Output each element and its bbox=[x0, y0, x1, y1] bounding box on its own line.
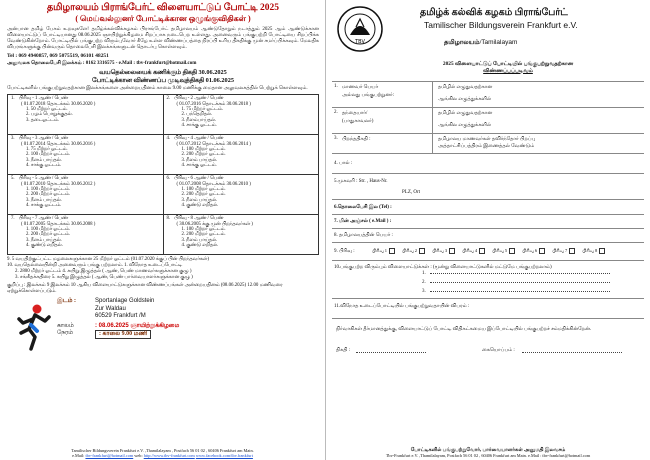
division-dates: ( 01.07.2005 தொடக்கம் 30.06.2008 ) bbox=[21, 221, 96, 227]
division-event: 3. நீளம்பாய்தல். bbox=[181, 117, 217, 123]
field-phone[interactable]: 6.தொலைபேசி இல (Tel) : bbox=[332, 200, 644, 215]
row-hint-2: ஆங்கில எழுத்துக்களில் bbox=[438, 123, 492, 128]
left-footer bbox=[0, 448, 325, 458]
division-event: 3. நீளம் பாய்தல். bbox=[26, 157, 62, 163]
free-entry-note: போட்டிகளில் பங்குபற்றுவோர், பார்வையாளர்கள் அனுமதி இலவசம் bbox=[410, 447, 566, 453]
division-checkbox[interactable] bbox=[582, 248, 605, 254]
extra-notes bbox=[7, 257, 319, 295]
note-important: குறிப்பு : இலக்கம் 9 இலக்கம் 10 ஆகிய விளையாட்டுகளுக்கான விண்ணப்பங்கள் அன்றையதினம் (08.06.2025) 12.00 மணிவரை ஏற்றுக்கொள்ளப்படும். bbox=[7, 283, 283, 295]
division-checkbox-label: பிரிவு 2 bbox=[402, 248, 418, 254]
event-choice-number: 3. bbox=[422, 289, 426, 294]
division-dates: ( 01.07.2012 தொடக்கம் 30.06.2014 ) bbox=[176, 141, 251, 147]
division-dates: ( 01.07.2018 தொடக்கம் 30.06.2020 ) bbox=[21, 101, 96, 107]
field-events: 10.பங்குபற்ற விரும்பும் விளையாட்டுக்கள் : (மூன்று விளையாட்டுகளில் மட்டுமே பங்குபற்றலாம்) 1. 2. 3. bbox=[332, 261, 644, 299]
date-field[interactable] bbox=[356, 347, 426, 353]
division-event: 1. 75 மீற்றர் ஓட்டம். bbox=[181, 106, 224, 112]
event-choice-number: 2. bbox=[422, 280, 426, 285]
division-event: 4. சாக்கு ஓட்டம். bbox=[181, 162, 217, 168]
signature-field[interactable] bbox=[522, 347, 622, 353]
division-number: 3. bbox=[11, 136, 15, 142]
division-checkbox[interactable] bbox=[402, 248, 425, 254]
footer-mail-link[interactable]: tbv-frankfurt@hotmail.com bbox=[85, 452, 134, 458]
division-dates: ( 01.07.2016 தொடக்கம் 30.06.2018 ) bbox=[176, 101, 251, 107]
division-event: 1. 75 மீற்றர் ஓட்டம். bbox=[26, 146, 68, 152]
division-number: 6. bbox=[166, 176, 171, 182]
division-cell bbox=[164, 175, 320, 215]
division-event: 3. நீளம் பாய்தல். bbox=[26, 237, 62, 243]
note-10a: 2. 2800 மீற்றர் ஓட்டம் 4. கயிறு இழுத்தல் ( ஆண், பெண் மாணவர்களுக்கான குழு ) bbox=[15, 269, 192, 275]
row-sublabel: அல்லது பங்குபற்றுனர்: bbox=[342, 93, 395, 98]
rules-subtitle: ( மெய்வல்லுனர் போட்டிக்கான ஒழுங்குவிதிகள் ) bbox=[75, 14, 251, 23]
division-event: 3. தடைஓட்டம். bbox=[26, 117, 59, 123]
org-name-tamil: தமிழ்க் கல்விக் கழகம் பிராங்பேர்ட் bbox=[420, 8, 568, 18]
division-name: பிரிவு - 2 ஆண் / பெண் bbox=[174, 96, 224, 102]
row-hint-2: ஆங்கில எழுத்துக்களில் bbox=[438, 97, 492, 102]
form-row[interactable] bbox=[332, 82, 644, 108]
division-checkbox-label: பிரிவு 3 bbox=[432, 248, 448, 254]
notice-text: போட்டிகளில் பங்குபற்றுவதற்கான இலக்கங்களை அன்றையதினம் காலை 9.00 மணிக்கு மைதான அலுவலகத்தில் பெற்றுக் கொள்ளவும். bbox=[7, 86, 308, 92]
event-choice-line[interactable] bbox=[422, 289, 622, 298]
note-10b: 3. சங்கீதக்கதிரை 5. கயிறு இழுத்தல் ( ஆண், பெண் பார்வையாளர்களுக்கான குழு ) bbox=[15, 275, 193, 281]
venue-details bbox=[57, 298, 179, 339]
footer-web-link[interactable]: http://www.tbv-frankfurt.com bbox=[143, 452, 195, 458]
organisation-logo-icon bbox=[336, 5, 384, 53]
event-choice-line[interactable] bbox=[422, 280, 622, 289]
form-header bbox=[332, 3, 644, 61]
division-event: 3. நீளம் பாய்தல். bbox=[181, 197, 218, 203]
division-event: 3. நீளம் பாய்தல். bbox=[181, 237, 218, 243]
division-checkbox[interactable] bbox=[552, 248, 575, 254]
field-email[interactable]: 7. மின் அஞ்சல் ( e.Mail ) : bbox=[332, 215, 644, 229]
form-page bbox=[326, 0, 650, 460]
signature-label: கையொப்பம் : bbox=[482, 348, 515, 353]
field-address[interactable]: 5.முகவரி : Str. , Haus-Nr. PLZ, Ort bbox=[332, 174, 644, 200]
division-event: 2. 200 மீற்றர் ஓட்டம். bbox=[181, 232, 226, 238]
division-event: 2. 200 மீற்றர் ஓட்டம். bbox=[181, 152, 226, 158]
division-event: 1. 50 மீற்றர் ஓட்டம். bbox=[26, 106, 68, 112]
form-row[interactable] bbox=[332, 134, 644, 154]
division-cell bbox=[164, 215, 320, 255]
row-number: 2. bbox=[334, 110, 338, 115]
field-division: 9. பிரிவு : பிரிவு 1 பிரிவு 2 பிரிவு 3 பிரிவு 4 பிரிவு 5 பிரிவு 6 பிரிவு 7 பிரிவு 8 bbox=[332, 243, 644, 261]
office-contact: அலுவலக தொலைபேசி இலக்கம் : 0162 3316575 - e.Mail : tbv-frankfurt@hotmail.com bbox=[7, 61, 197, 67]
division-checkbox-label: பிரிவு 5 bbox=[492, 248, 508, 254]
division-checkbox[interactable] bbox=[462, 248, 485, 254]
division-cell bbox=[8, 135, 164, 175]
venue-line-1: Sportanlage Goldstein bbox=[95, 298, 155, 305]
division-event: 4. சாக்கு ஓட்டம். bbox=[26, 162, 62, 168]
date-label: திகதி : bbox=[336, 348, 351, 353]
footer-mail-label: e.Mail: bbox=[72, 452, 85, 458]
division-number: 2. bbox=[166, 96, 171, 102]
division-name: பிரிவு - 3 ஆண் / பெண் bbox=[18, 136, 68, 142]
event-date-label: காலம் bbox=[57, 322, 74, 329]
division-cell bbox=[8, 175, 164, 215]
org-name-german: Tamilischer Bildungsverein Frankfurt e.V. bbox=[424, 20, 578, 30]
division-event: 4. குண்டு எறிதல். bbox=[181, 242, 219, 248]
form-title-line-2: விண்ணப்பப்படிவம் bbox=[483, 67, 533, 74]
division-name: பிரிவு - 5 ஆண் / பெண் bbox=[18, 176, 68, 182]
note-10: 10. வயதெல்லையின்றி அனைவரும் பங்கு பற்றலாம். 1. விநோத உடைப்போட்டி bbox=[7, 263, 183, 269]
division-event: 2. பழம் பொறுக்குதல். bbox=[26, 112, 73, 118]
division-event: 3. நீளம் பாய்தல். bbox=[26, 197, 62, 203]
right-footer bbox=[326, 448, 650, 458]
division-dates: ( 30.06.2005 க்கு முன் பிறந்தவர்கள் ) bbox=[176, 221, 253, 227]
division-event: 2. 200 மீற்றர் ஓட்டம். bbox=[26, 192, 71, 198]
division-checkbox-label: பிரிவு 1 bbox=[372, 248, 388, 254]
row-hint-1: தமிழில் எழுதுவதற்கான bbox=[438, 85, 493, 90]
division-event: 2. 100 மீற்றர் ஓட்டம். bbox=[26, 152, 71, 158]
event-choice-line[interactable] bbox=[422, 271, 622, 280]
division-number: 8. bbox=[166, 216, 171, 222]
form-title bbox=[372, 61, 644, 74]
division-event: 1. 100 மீற்றர் ஓட்டம். bbox=[26, 226, 71, 232]
division-checkbox-label: பிரிவு 8 bbox=[582, 248, 598, 254]
division-name: பிரிவு - 8 ஆண் / பெண் bbox=[174, 216, 224, 222]
footer-address: Tamilischer Bildungsverein Frankfurt e.V. ,Thamilalayam , Postfach 56 01 02 , 60406 Frankfurt am Main. bbox=[71, 447, 254, 453]
division-event: 1. 100 மீற்றர் ஓட்டம். bbox=[181, 186, 226, 192]
row-sublabel: (பாதுகாவலர்) bbox=[342, 119, 374, 124]
school-name: தமிழாலயம்/Tamilalayam bbox=[444, 39, 518, 46]
division-number: 7. bbox=[11, 216, 15, 222]
division-name: பிரிவு - 6 ஆண் / பெண் bbox=[174, 176, 224, 182]
division-name: பிரிவு - 4 ஆண் / பெண் bbox=[174, 136, 224, 142]
logo-text: TBV bbox=[355, 39, 365, 45]
declaration-text: நிர்வாகிகள் தீர்மானத்துக்கு, விளையாட்டுப் போட்டி விதிகட்கமைய இப்போட்டியில் பங்குபற்றச் சம்மதிக்கின்றேன். bbox=[336, 327, 592, 332]
division-cell bbox=[8, 95, 164, 135]
division-event: 4. சாக்கு ஓட்டம். bbox=[26, 202, 62, 208]
row-number: 3. bbox=[334, 136, 338, 141]
division-event: 4. சாக்கு ஓட்டம். bbox=[181, 122, 217, 128]
venue-block bbox=[7, 297, 319, 355]
division-number: 4. bbox=[166, 136, 171, 142]
rules-title: தமிழாலயம் பிராங்பேர்ட் விளையாட்டுப் போட்டி 2025 bbox=[46, 3, 279, 13]
division-checkbox[interactable] bbox=[372, 248, 395, 254]
row-label: தந்தையார்/ bbox=[342, 111, 368, 116]
row-hint-1: தமிழில் எழுதுவதற்கான bbox=[438, 111, 493, 116]
runner-icon bbox=[11, 303, 53, 351]
note-9: 9. 5 வயதிற்குட்பட்ட மழலைகளுக்கான 25 மீற்றர் ஓட்டம் (01.07.2020 க்குப் பின் பிறந்தவர்கள்) bbox=[7, 257, 210, 263]
form-row[interactable] bbox=[332, 108, 644, 134]
row-label: பிறந்ததிகதி : bbox=[342, 137, 371, 142]
division-checkbox-label: பிரிவு 6 bbox=[522, 248, 538, 254]
event-choice-number: 1. bbox=[422, 271, 426, 276]
division-checkbox-label: பிரிவு 4 bbox=[462, 248, 478, 254]
row-label: மாணவர் பெயர் bbox=[342, 85, 379, 90]
division-dates: ( 01.07.2008 தொடக்கம் 30.06.2010 ) bbox=[176, 181, 251, 187]
division-event: 1. 100 மீற்றர் ஓட்டம். bbox=[26, 186, 71, 192]
division-checkbox[interactable] bbox=[432, 248, 455, 254]
division-event: 3. நீளம் பாய்தல். bbox=[181, 157, 218, 163]
footer-facebook-link[interactable]: www.facebook.com/tbv.frankfurt bbox=[195, 452, 253, 458]
division-cell bbox=[8, 215, 164, 255]
venue-line-2: Zur Waldau bbox=[95, 305, 126, 312]
declaration-block bbox=[332, 319, 644, 355]
field-costume[interactable]: 11.விநோத உடைப்போட்டியில் பங்குபற்றுவதாயின் விபரம் : bbox=[332, 299, 644, 319]
divisions-table bbox=[7, 94, 319, 255]
division-number: 5. bbox=[11, 176, 15, 182]
event-time: : காலை 9.00 மணி bbox=[95, 330, 151, 339]
venue-place-label: இடம் : bbox=[57, 298, 76, 305]
field-gender[interactable]: 4. பால் : bbox=[332, 154, 644, 174]
row-hint-1: தமிழாலய மாணவர்கள் தவிர்ந்தோர் பிறப்பு bbox=[438, 137, 536, 142]
division-dates: ( 01.07.2010 தொடக்கம் 30.06.2012 ) bbox=[21, 181, 96, 187]
footer-address-right: Tbv-Frankfurt e.V. ,Thamilalayam, Postfach 56 01 02 , 60406 Frankfurt am Main. e.Mail : tbv-frankfurt@hotmail.com bbox=[385, 452, 591, 458]
division-checkbox[interactable] bbox=[492, 248, 515, 254]
application-form bbox=[332, 81, 644, 355]
division-event: 4. குண்டு எறிதல். bbox=[26, 242, 63, 248]
row-number: 1. bbox=[334, 84, 338, 89]
division-name: பிரிவு - 7 ஆண் / பெண் bbox=[18, 216, 68, 222]
division-checkbox[interactable] bbox=[522, 248, 545, 254]
division-cell bbox=[164, 135, 320, 175]
division-event: 4. குண்டு எறிதல். bbox=[181, 202, 219, 208]
division-cell bbox=[164, 95, 320, 135]
division-checkbox-label: பிரிவு 7 bbox=[552, 248, 568, 254]
intro-paragraph: அன்பான தமிழ் பேசும் உறவுகளே! தமிழ்க்கல்விக்கழகம் பிராங்பேர்ட் தமிழாலயம் ஆண்டுதோறும் நடாத்தும் 2025 ஆம் ஆண்டுக்கான விளையாட்டுப் போட்டியானது 08.06.2025 ஞாயிற்றுக்கிழமை சிறப்பாக நடைபெற உள்ளது. அனைவரும் பங்குபற்றி போட்டியை சிறப்பிக்க வேண்டுகின்றோம். போட்டியில் பங்குபற்ற விரும்புவோர் கீழே உள்ள விண்ணப்பத்தை நிரப்பி உரிய திகதிக்கு முன் சமர்ப்பிக்கவும். மேலதிக விபரங்களுக்கு பின்வரும் தொலைபேசி இலக்கங்களுடன் தொடர்பு கொள்ளவும். bbox=[7, 27, 319, 51]
division-event: 2. பந்தெறிதல். bbox=[181, 112, 213, 118]
division-event: 2. 200 மீற்றர் ஓட்டம். bbox=[181, 192, 226, 198]
form-title-line-1: 2025 விளையாட்டுப் போட்டியில் பங்குபற்றுவதற்கான bbox=[442, 61, 574, 67]
event-time-label: நேரம் bbox=[57, 330, 74, 336]
phone-numbers: Tel : 069 4940857, 069 5075519, 06101 48251 bbox=[7, 53, 109, 60]
division-number: 1. bbox=[11, 96, 15, 102]
division-event: 1. 100 மீற்றர் ஓட்டம். bbox=[181, 226, 226, 232]
age-deadline: வயதெல்லையைக் கணிக்கும் திகதி 30.06.2025 bbox=[99, 69, 227, 77]
division-event: 2. 200 மீற்றர் ஓட்டம். bbox=[26, 232, 71, 238]
venue-line-3: 60529 Frankfurt /M bbox=[95, 313, 146, 320]
row-hint-2: அத்தாட்சிப்பத்திரம் இணைத்தல் வேண்டும் bbox=[438, 144, 535, 149]
division-name: பிரிவு - 1 ஆண் / பெண் bbox=[18, 96, 68, 102]
event-date: : 08.06.2025 ஞாயிற்றுக்கிழமை bbox=[95, 322, 180, 329]
division-dates: ( 01.07.2014 தொடக்கம் 30.06.2016 ) bbox=[21, 141, 96, 147]
field-school[interactable]: 8. தமிழாலயத்தின் பெயர் : bbox=[332, 229, 644, 243]
application-deadline: போட்டிக்கான விண்ணப்ப முடிவுத்திகதி 01.06.2025 bbox=[91, 76, 235, 84]
footer-web-label: web: bbox=[134, 452, 143, 458]
division-event: 1. 100 மீற்றர் ஓட்டம். bbox=[181, 146, 226, 152]
